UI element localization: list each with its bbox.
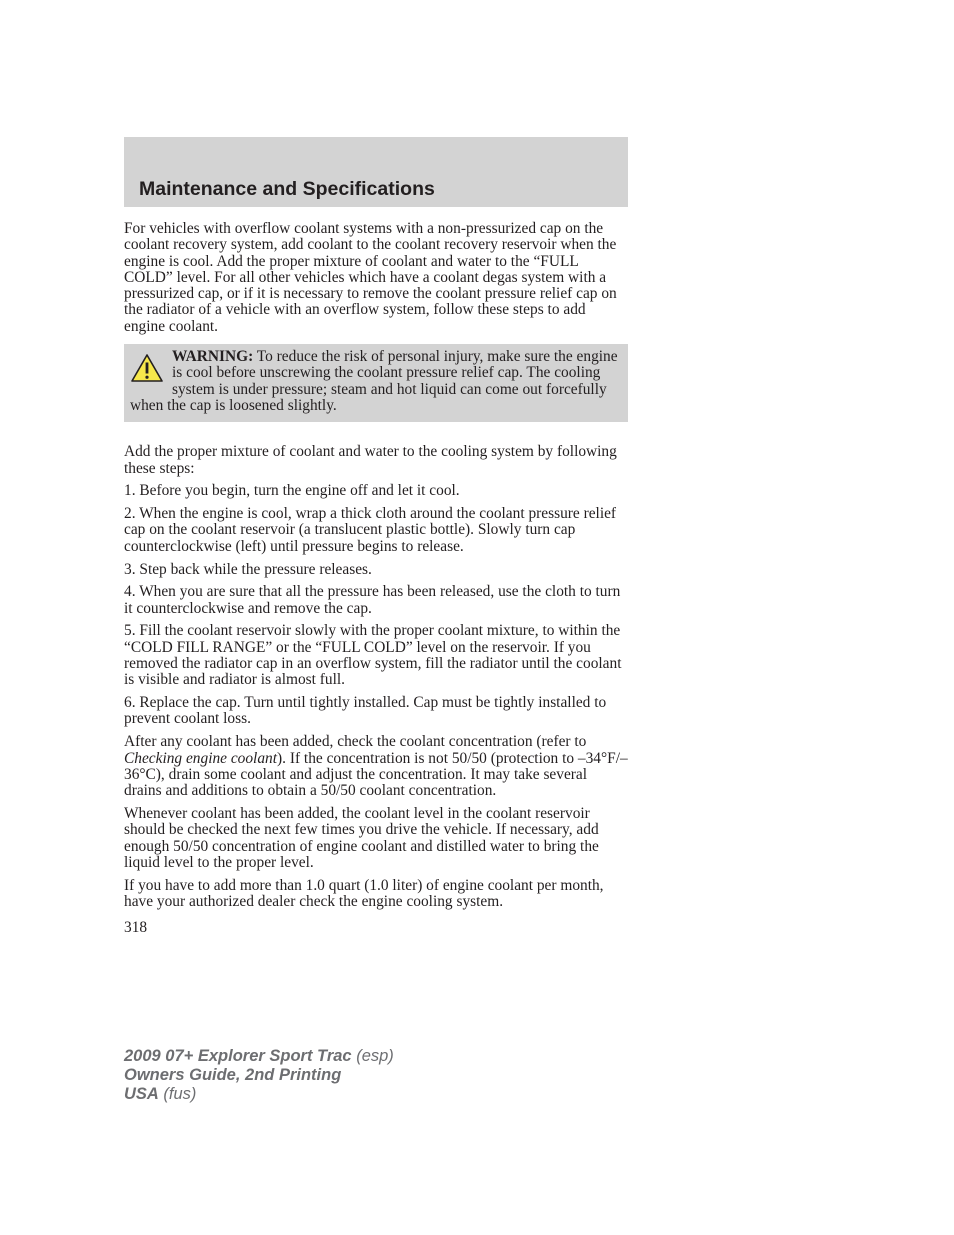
warning-box xyxy=(124,344,628,422)
step-4: 4. When you are sure that all the pressure has been released, use the cloth to turn it counterclockwise and remove the cap. xyxy=(124,583,621,617)
step-6: 6. Replace the cap. Turn until tightly installed. Cap must be tightly installed to prevent coolant loss. xyxy=(124,694,607,728)
step-1: 1. Before you begin, turn the engine off and let it cool. xyxy=(124,482,460,500)
section-title: Maintenance and Specifications xyxy=(139,178,435,200)
level-check-paragraph: Whenever coolant has been added, the coolant level in the coolant reservoir should be checked the next few times you drive the vehicle. If necessary, add enough 50/50 concentration of engine coolant and distilled water to bring the liquid level to the proper level. xyxy=(124,804,599,871)
section-header xyxy=(124,137,628,207)
footer-line-3: USA (fus) xyxy=(124,1085,197,1103)
footer-line-2: Owners Guide, 2nd Printing xyxy=(124,1066,342,1084)
step-2: 2. When the engine is cool, wrap a thick cloth around the coolant pressure relief cap on the coolant reservoir (a translucent plastic bottle). Slowly turn cap counterclockwise (left) until pressure begins to release. xyxy=(124,505,617,555)
concentration-paragraph: After any coolant has been added, check the coolant concentration (refer to Checking engine coolant). If the concentration is not 50/50 (protection to –34°F/–36°C), drain some coolant and adjust the concentration. It may take several drains and additions to obtain a 50/50 coolant concentration. xyxy=(124,733,628,800)
document-footer xyxy=(124,1047,394,1104)
page-number: 318 xyxy=(124,919,148,937)
step-5: 5. Fill the coolant reservoir slowly with the proper coolant mixture, to within the “COLD FILL RANGE” or the “FULL COLD” level on the reservoir. If you removed the radiator cap in an overflow system, fill the radiator until the coolant is visible and radiator is almost full. xyxy=(124,622,622,689)
footer-line-1: 2009 07+ Explorer Sport Trac (esp) xyxy=(124,1047,394,1065)
warning-text xyxy=(130,349,618,414)
steps-intro: Add the proper mixture of coolant and water to the cooling system by following these steps: xyxy=(124,443,617,477)
dealer-note-paragraph: If you have to add more than 1.0 quart (1.0 liter) of engine coolant per month, have your authorized dealer check the engine cooling system. xyxy=(124,876,604,910)
page-content xyxy=(124,221,628,936)
cross-reference-link: Checking engine coolant xyxy=(124,749,278,767)
warning-label: WARNING: xyxy=(172,348,254,366)
warning-triangle-icon xyxy=(130,353,164,383)
step-3: 3. Step back while the pressure releases. xyxy=(124,560,372,578)
intro-paragraph: For vehicles with overflow coolant systems with a non-pressurized cap on the coolant recovery system, add coolant to the coolant recovery reservoir when the engine is cool. Add the proper mixture of coolant and water to the “FULL COLD” level. For all other vehicles which have a coolant degas system with a pressurized cap, or if it is necessary to remove the coolant pressure relief cap on the radiator of a vehicle with an overflow system, follow these steps to add engine coolant. xyxy=(124,220,617,335)
warning-body: To reduce the risk of personal injury, make sure the engine is cool before unscrewing the coolant pressure relief cap. The cooling system is under pressure; steam and hot liquid can come out forcefully when the cap is loosened slightly. xyxy=(130,348,618,414)
